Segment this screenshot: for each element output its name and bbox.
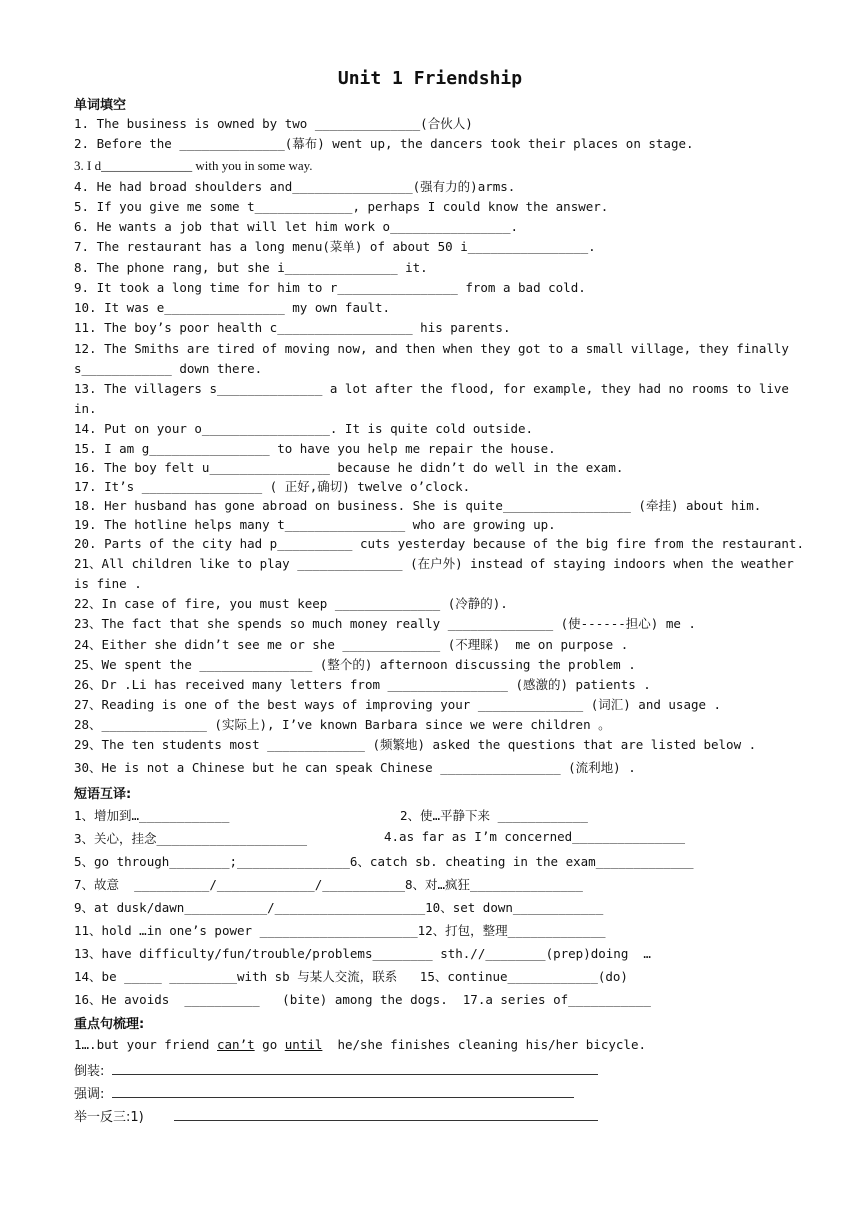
vocab-line-7: 7. The restaurant has a long menu(菜单) of about 50 i________________.	[74, 239, 596, 254]
phrase-7-8: 7、故意 __________/_____________/___________8、对…疯狂_______________	[74, 877, 583, 892]
vocab-line-17: 17. It’s ________________ ( 正好,确切) twelve o’clock.	[74, 479, 471, 494]
key-sentence-underline-1: can’t	[217, 1037, 255, 1052]
page-title: Unit 1 Friendship	[337, 68, 523, 89]
answer-line-inversion[interactable]	[112, 1074, 598, 1075]
section-heading-sentences: 重点句梳理:	[74, 1017, 145, 1032]
vocab-line-14: 14. Put on your o_________________. It is quite cold outside.	[74, 421, 534, 436]
vocab-line-5: 5. If you give me some t_____________, perhaps I could know the answer.	[74, 199, 609, 214]
vocab-line-12-cont: s____________ down there.	[74, 361, 263, 376]
phrase-2: 2、使…平静下来 ____________	[400, 808, 588, 823]
phrase-4: 4.as far as I’m concerned_______________	[384, 829, 686, 844]
phrase-9-10: 9、at dusk/dawn___________/____________________10、set down____________	[74, 900, 604, 915]
vocab-line-24: 24、Either she didn’t see me or she _____________ (不理睬) me on purpose .	[74, 637, 629, 652]
key-sentence-underline-2: until	[284, 1037, 323, 1052]
vocab-line-13: 13. The villagers s______________ a lot after the flood, for example, they had no rooms to live	[74, 381, 789, 396]
vocab-line-3: 3. I d______________ with you in some way.	[74, 158, 313, 173]
answer-line-practice[interactable]	[174, 1120, 598, 1121]
vocab-line-10: 10. It was e________________ my own fault.	[74, 300, 391, 315]
vocab-line-27: 27、Reading is one of the best ways of improving your ______________ (词汇) and usage .	[74, 697, 722, 712]
vocab-line-22: 22、In case of fire, you must keep ______________ (冷静的).	[74, 596, 508, 611]
key-sentence	[74, 1037, 794, 1052]
emphasis-label: 强调:	[74, 1087, 105, 1102]
vocab-line-8: 8. The phone rang, but she i_______________ it.	[74, 260, 428, 275]
phrase-13: 13、have difficulty/fun/trouble/problems________ sth.//________(prep)doing …	[74, 946, 651, 961]
phrase-11-12: 11、hold …in one’s power _____________________12、打包，整理_____________	[74, 923, 606, 938]
key-sentence-post: he/she finishes cleaning his/her bicycle.	[322, 1037, 646, 1052]
vocab-line-19: 19. The hotline helps many t________________ who are growing up.	[74, 517, 556, 532]
vocab-line-18: 18. Her husband has gone abroad on business. She is quite_________________ (牵挂) about him.	[74, 498, 762, 513]
vocab-line-21: 21、All children like to play ______________ (在户外) instead of staying indoors when the weather	[74, 556, 794, 571]
vocab-line-26: 26、Dr .Li has received many letters from ________________ (感激的) patients .	[74, 677, 651, 692]
vocab-line-4: 4. He had broad shoulders and________________(强有力的)arms.	[74, 179, 516, 194]
phrase-14-15: 14、be _____ _________with sb 与某人交流，联系 15、continue____________(do)	[74, 969, 628, 984]
vocab-line-15: 15. I am g________________ to have you help me repair the house.	[74, 441, 556, 456]
vocab-line-9: 9. It took a long time for him to r________________ from a bad cold.	[74, 280, 586, 295]
phrase-5-6: 5、go through________;_______________6、catch sb. cheating in the exam_____________	[74, 854, 694, 869]
vocab-line-28: 28、______________ (实际上), I’ve known Barbara since we were children 。	[74, 717, 611, 732]
vocab-line-11: 11. The boy’s poor health c__________________ his parents.	[74, 320, 511, 335]
vocab-line-30: 30、He is not a Chinese but he can speak Chinese ________________ (流利地) .	[74, 760, 636, 775]
vocab-line-25: 25、We spent the _______________ (整个的) afternoon discussing the problem .	[74, 657, 636, 672]
vocab-line-2: 2. Before the ______________(幕布) went up, the dancers took their places on stage.	[74, 136, 694, 151]
inversion-label: 倒装:	[74, 1064, 105, 1079]
vocab-line-12: 12. The Smiths are tired of moving now, and then when they got to a small village, they finally	[74, 341, 789, 356]
key-sentence-pre: 1….but your friend	[74, 1037, 217, 1052]
section-heading-vocab: 单词填空	[74, 98, 127, 113]
phrase-1: 1、增加到…____________	[74, 808, 230, 823]
phrase-16-17: 16、He avoids __________ (bite) among the dogs. 17.a series of___________	[74, 992, 651, 1007]
section-heading-phrases: 短语互译:	[74, 787, 132, 802]
key-sentence-mid: go	[254, 1037, 285, 1052]
vocab-line-6: 6. He wants a job that will let him work o________________.	[74, 219, 519, 234]
vocab-line-20: 20. Parts of the city had p__________ cuts yesterday because of the big fire from the restaurant.	[74, 536, 804, 551]
vocab-line-23: 23、The fact that she spends so much money really ______________ (使------担心) me .	[74, 616, 696, 631]
vocab-line-16: 16. The boy felt u________________ because he didn’t do well in the exam.	[74, 460, 624, 475]
practice-label: 举一反三:1)	[74, 1110, 144, 1125]
answer-line-emphasis[interactable]	[112, 1097, 574, 1098]
vocab-line-29: 29、The ten students most _____________ (频繁地) asked the questions that are listed below .	[74, 737, 757, 752]
vocab-line-13-cont: in.	[74, 401, 97, 416]
phrase-3: 3、关心，挂念____________________	[74, 831, 308, 846]
vocab-line-1: 1. The business is owned by two ______________(合伙人)	[74, 116, 473, 131]
vocab-line-21-cont: is fine .	[74, 576, 142, 591]
